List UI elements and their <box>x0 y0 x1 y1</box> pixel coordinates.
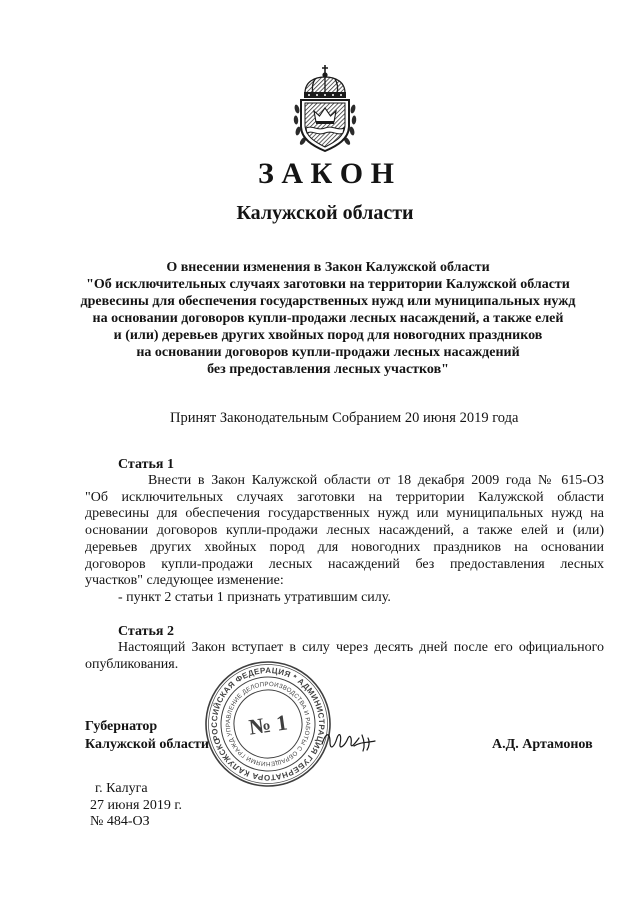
article-1-line: Внести в Закон Калужской области от 18 декабря 2009 года № 615-ОЗ <box>148 473 604 488</box>
official-stamp <box>203 659 333 789</box>
law-title-line: без предоставления лесных участков" <box>207 362 449 377</box>
signer-position-line: Калужской области <box>85 737 209 752</box>
article-1-line: участков" следующее изменение: <box>85 573 284 589</box>
adoption-statement: Принят Законодательным Собранием 20 июня 2019 года <box>170 410 519 426</box>
stamp-number: № 1 <box>247 709 289 740</box>
signer-position <box>85 718 209 754</box>
law-title-line: и (или) деревьев других хвойных пород для новогодних праздников <box>113 328 543 343</box>
document-footer <box>90 781 182 831</box>
law-title-line: "Об исключительных случаях заготовки на территории Калужской области <box>86 277 570 292</box>
article-2-heading: Статья 2 <box>118 624 174 639</box>
coat-of-arms-icon <box>292 64 358 152</box>
article-1-amendment: - пункт 2 статьи 1 признать утратившим силу. <box>118 589 391 605</box>
stamp-inner-ring-text: УПРАВЛЕНИЕ ДЕЛОПРОИЗВОДСТВА И РАБОТЫ С ОБРАЩЕНИЯМИ ГРАЖДАН <box>224 680 312 768</box>
law-title-line: О внесении изменения в Закон Калужской области <box>166 260 490 275</box>
law-title <box>48 259 608 378</box>
article-1-line: основании договоров купли-продажи лесных насаждений, а также елей и (или) <box>85 523 604 539</box>
law-title-line: на основании договоров купли-продажи лесных насаждений <box>136 345 520 360</box>
law-title-line: на основании договоров купли-продажи лесных насаждений, а также елей <box>92 311 564 326</box>
article-1-line: договоров купли-продажи лесных насаждений без предоставления лесных <box>85 556 604 572</box>
article-2-line: опубликования. <box>85 656 179 672</box>
signer-name: А.Д. Артамонов <box>492 737 593 752</box>
signer-position-line: Губернатор <box>85 719 158 734</box>
article-1-line: древесины для обеспечения государственных нужд или муниципальных нужд на <box>85 506 604 522</box>
article-1-body <box>85 473 604 607</box>
law-title-line: древесины для обеспечения государственных нужд или муниципальных нужд <box>80 294 576 309</box>
handwritten-signature <box>318 726 380 756</box>
article-2-body <box>85 640 604 673</box>
document-type-title: З А К О Н <box>258 157 394 190</box>
stamp-outer-ring-text: РОССИЙСКАЯ ФЕДЕРАЦИЯ * АДМИНИСТРАЦИЯ ГУБЕРНАТОРА КАЛУЖСКОЙ <box>209 665 327 783</box>
article-1-heading: Статья 1 <box>118 457 174 472</box>
law-number: № 484-ОЗ <box>90 814 150 830</box>
article-1-line: деревьев других хвойных пород для новогодних праздников на основании <box>85 539 604 555</box>
document-region-subtitle: Калужской области <box>236 202 414 224</box>
signing-date: 27 июня 2019 г. <box>90 797 183 813</box>
signing-city: г. Калуга <box>95 781 148 796</box>
article-2-line: Настоящий Закон вступает в силу через десять дней после его официального <box>118 640 604 655</box>
article-1-line: "Об исключительных случаях заготовки на территории Калужской области <box>85 489 604 505</box>
